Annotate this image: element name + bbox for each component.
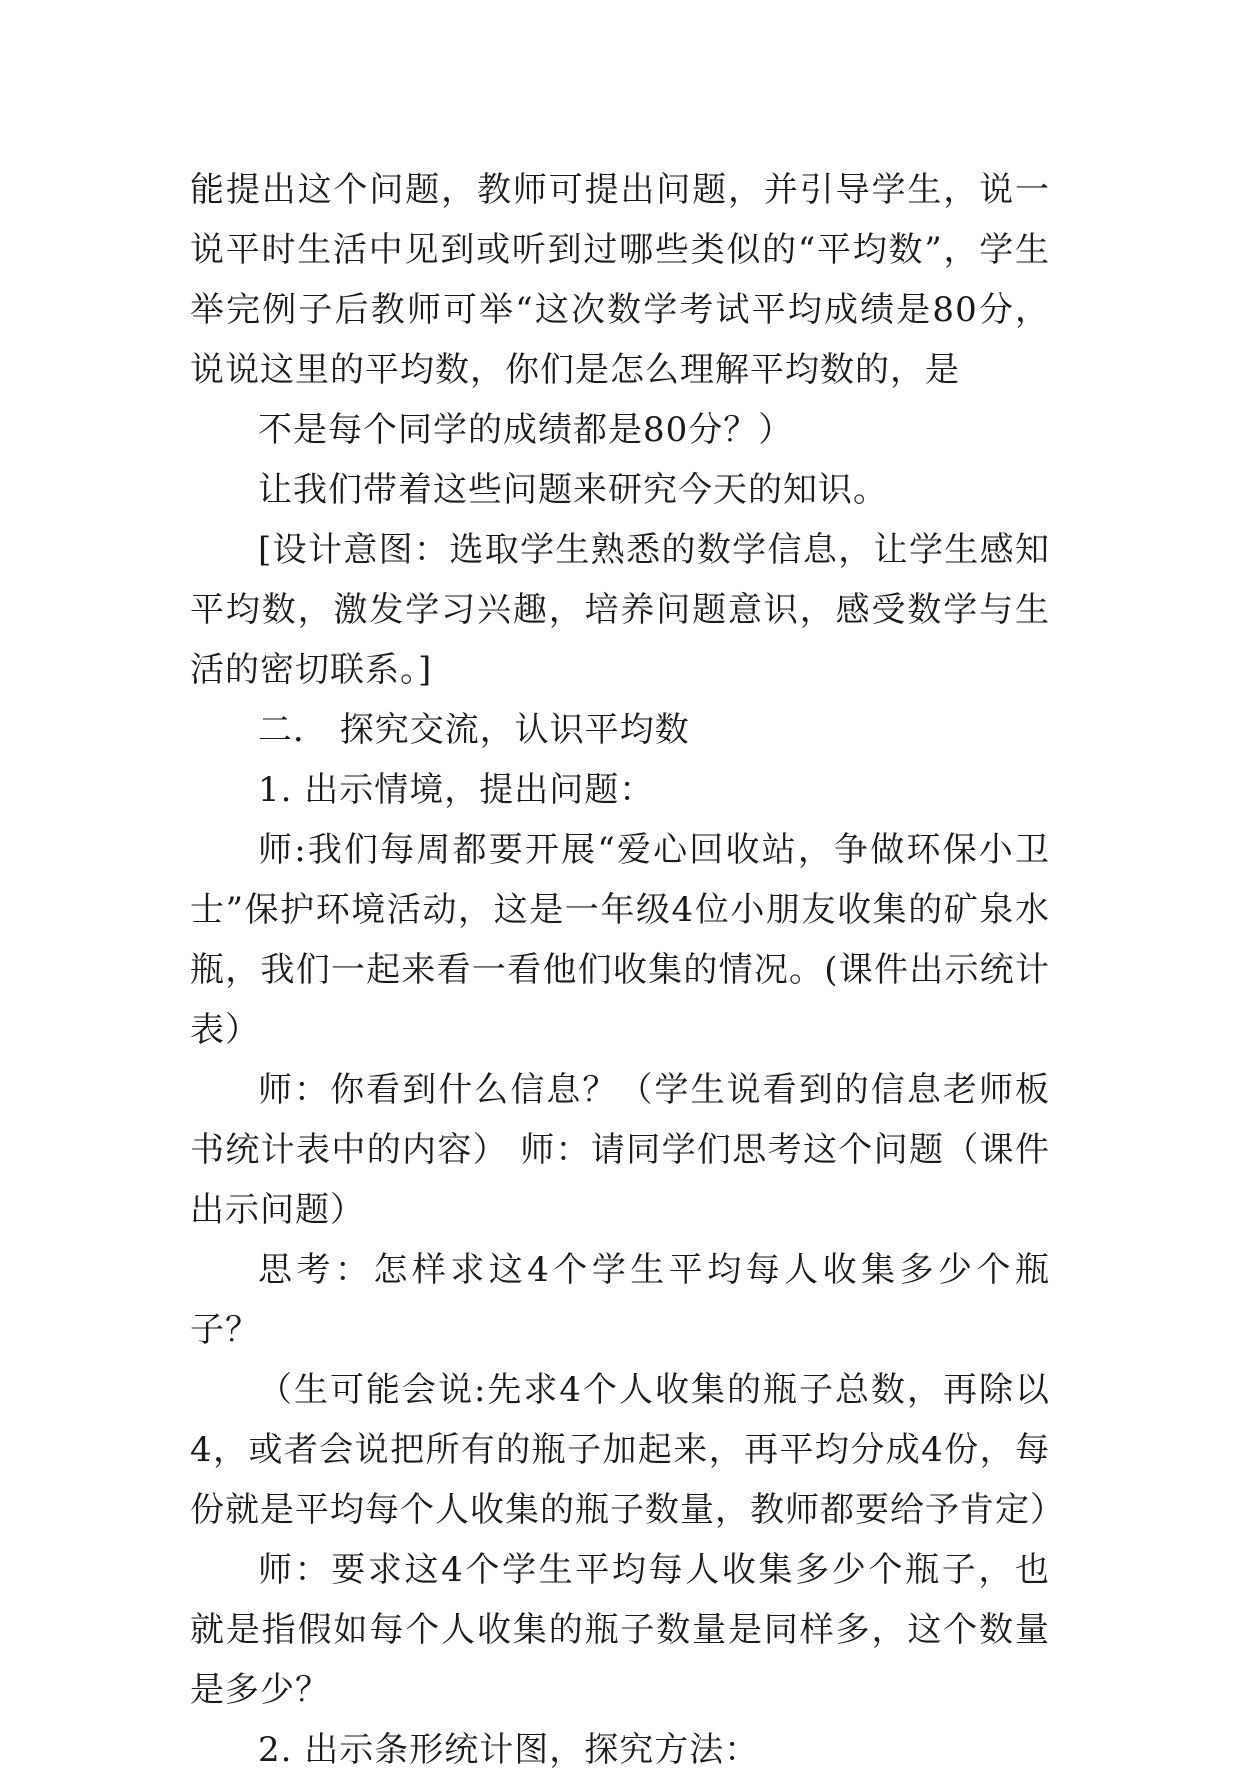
paragraph: （生可能会说:先求4个人收集的瓶子总数，再除以4，或者会说把所有的瓶子加起来，再平均分成4份，每份就是平均每个人收集的瓶子数量，教师都要给予肯定）: [190, 1370, 1065, 1530]
subsection-heading: 2. 出示条形统计图，探究方法：: [258, 1730, 760, 1770]
paragraph-continuation: 能提出这个问题，教师可提出问题，并引导学生，说一说平时生活中见到或听到过哪些类似的“平均数”，学生举完例子后教师可举“这次数学考试平均成绩是80分，说说这里的平均数，你们是怎么理解平均数的，是: [190, 170, 1050, 390]
subsection-heading: 1. 出示情境，提出问题：: [258, 770, 655, 810]
document-body: [190, 160, 1065, 1780]
paragraph: 师：你看到什么信息？（学生说看到的信息老师板书统计表中的内容） 师：请同学们思考这个问题（课件出示问题）: [190, 1070, 1050, 1230]
paragraph: 师：要求这4个学生平均每人收集多少个瓶子，也就是指假如每个人收集的瓶子数量是同样多，这个数量是多少？: [190, 1550, 1050, 1710]
section-heading: 二． 探究交流，认识平均数: [258, 710, 690, 750]
design-intent-paragraph: [设计意图：选取学生熟悉的数学信息，让学生感知平均数，激发学习兴趣，培养问题意识，感受数学与生活的密切联系。]: [190, 530, 1050, 690]
paragraph: 让我们带着这些问题来研究今天的知识。: [258, 470, 888, 510]
paragraph: 思考：怎样求这4个学生平均每人收集多少个瓶子？: [190, 1250, 1050, 1350]
paragraph: 不是每个同学的成绩都是80分？）: [258, 410, 794, 450]
paragraph: 师:我们每周都要开展“爱心回收站，争做环保小卫士”保护环境活动，这是一年级4位小朋友收集的矿泉水瓶，我们一起来看一看他们收集的情况。(课件出示统计表）: [190, 830, 1050, 1050]
